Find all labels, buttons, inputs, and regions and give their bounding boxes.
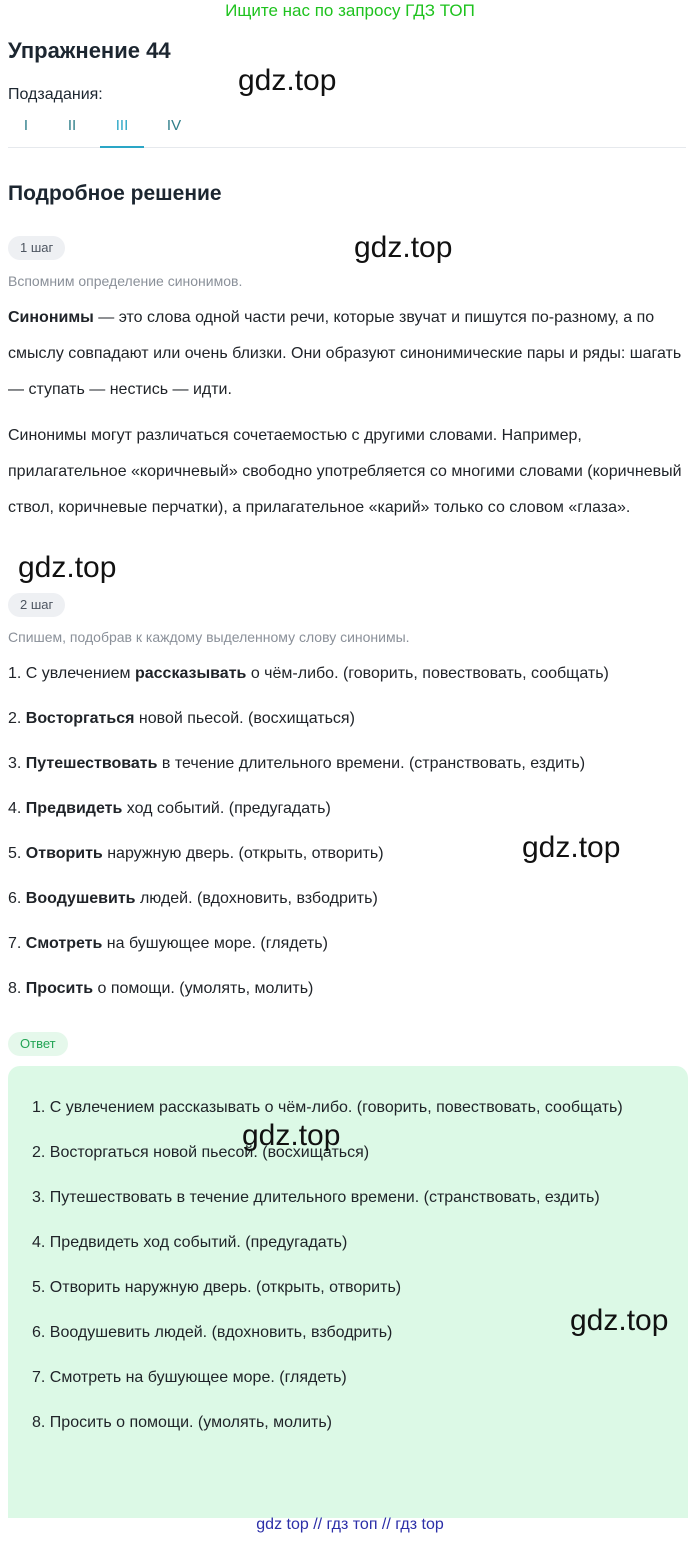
search-promo-banner: Ищите нас по запросу ГДЗ ТОП: [225, 1, 475, 20]
highlighted-word: Предвидеть: [25, 800, 123, 817]
subtasks-label: Подзадания:: [8, 86, 103, 103]
watermark: gdz.top: [570, 1304, 669, 1337]
answer-item: 7. Смотреть на бушующее море. (глядеть): [32, 1369, 347, 1386]
term-synonyms: Синонимы: [8, 309, 94, 326]
highlighted-word: Смотреть: [25, 935, 103, 952]
answer-item: 5. Отворить наружную дверь. (открыть, отворить): [32, 1279, 402, 1296]
watermark: gdz.top: [522, 831, 621, 864]
subtask-tabs: [8, 112, 686, 148]
synonyms-compatibility-text: Синонимы могут различаться сочетаемостью с другими словами. Например, прилагательное «коричневый» свободно употребляется со многими словами (коричневый ствол, коричневые перчатки), а прилагательное «карий» только со словом «глаза».: [8, 427, 682, 516]
answer-item: 2. Восторгаться новой пьесой. (восхищаться): [32, 1144, 370, 1161]
watermark: gdz.top: [354, 231, 453, 264]
list-item: [8, 656, 692, 701]
list-item: [8, 926, 692, 971]
item-prefix: 6.: [8, 890, 26, 907]
answer-item: 3. Путешествовать в течение длительного времени. (странствовать, ездить): [32, 1189, 600, 1206]
list-item: [8, 881, 692, 926]
item-rest: о чём-либо. (говорить, повествовать, сообщать): [246, 665, 609, 682]
item-prefix: 5.: [8, 845, 26, 862]
tab-subtask-1[interactable]: I: [23, 117, 29, 134]
answer-item: 6. Воодушевить людей. (вдохновить, взбодрить): [32, 1324, 393, 1341]
highlighted-word: Восторгаться: [25, 710, 135, 727]
tab-subtask-3[interactable]: III: [100, 112, 144, 148]
solution-title: Подробное решение: [8, 182, 222, 205]
item-rest: людей. (вдохновить, взбодрить): [135, 890, 378, 907]
highlighted-word: рассказывать: [134, 665, 247, 682]
answer-box: [8, 1066, 688, 1518]
list-item: [8, 746, 692, 791]
item-prefix: 1. С увлечением: [8, 665, 135, 682]
answer-item: 8. Просить о помощи. (умолять, молить): [32, 1414, 332, 1431]
step-1-badge: 1 шаг: [8, 236, 65, 260]
highlighted-word: Путешествовать: [25, 755, 158, 772]
tab-subtask-2[interactable]: II: [67, 117, 77, 134]
item-prefix: 3.: [8, 755, 26, 772]
item-rest: наружную дверь. (открыть, отворить): [102, 845, 384, 862]
definition-text: — это слова одной части речи, которые звучат и пишутся по-разному, а по смыслу совпадают или очень близки. Они образуют синонимические пары и ряды: шагать — ступать — нестись — идти.: [8, 309, 682, 398]
list-item: [8, 701, 692, 746]
step-1-hint: Вспомним определение синонимов.: [8, 273, 243, 289]
footer-links[interactable]: gdz top // гдз топ // гдз top: [256, 1516, 444, 1533]
highlighted-word: Воодушевить: [25, 890, 136, 907]
item-rest: в течение длительного времени. (странствовать, ездить): [157, 755, 586, 772]
item-prefix: 8.: [8, 980, 26, 997]
item-rest: на бушующее море. (глядеть): [102, 935, 328, 952]
tab-subtask-4[interactable]: IV: [166, 117, 182, 134]
highlighted-word: Отворить: [25, 845, 103, 862]
answer-item: 4. Предвидеть ход событий. (предугадать): [32, 1234, 348, 1251]
watermark: gdz.top: [238, 64, 337, 97]
step-2-badge: 2 шаг: [8, 593, 65, 617]
item-rest: новой пьесой. (восхищаться): [134, 710, 355, 727]
synonyms-definition: [8, 300, 692, 408]
item-prefix: 4.: [8, 800, 26, 817]
answer-item: 1. С увлечением рассказывать о чём-либо. (говорить, повествовать, сообщать): [32, 1099, 623, 1116]
list-item: [8, 791, 692, 836]
item-rest: ход событий. (предугадать): [122, 800, 331, 817]
step-2-hint: Спишем, подобрав к каждому выделенному слову синонимы.: [8, 629, 410, 645]
item-prefix: 2.: [8, 710, 26, 727]
list-item: [8, 971, 692, 1016]
item-rest: о помощи. (умолять, молить): [93, 980, 314, 997]
highlighted-word: Просить: [25, 980, 94, 997]
answer-badge: Ответ: [8, 1032, 68, 1056]
item-prefix: 7.: [8, 935, 26, 952]
exercise-title: Упражнение 44: [8, 38, 171, 63]
watermark: gdz.top: [18, 551, 117, 584]
watermark: gdz.top: [242, 1119, 341, 1152]
